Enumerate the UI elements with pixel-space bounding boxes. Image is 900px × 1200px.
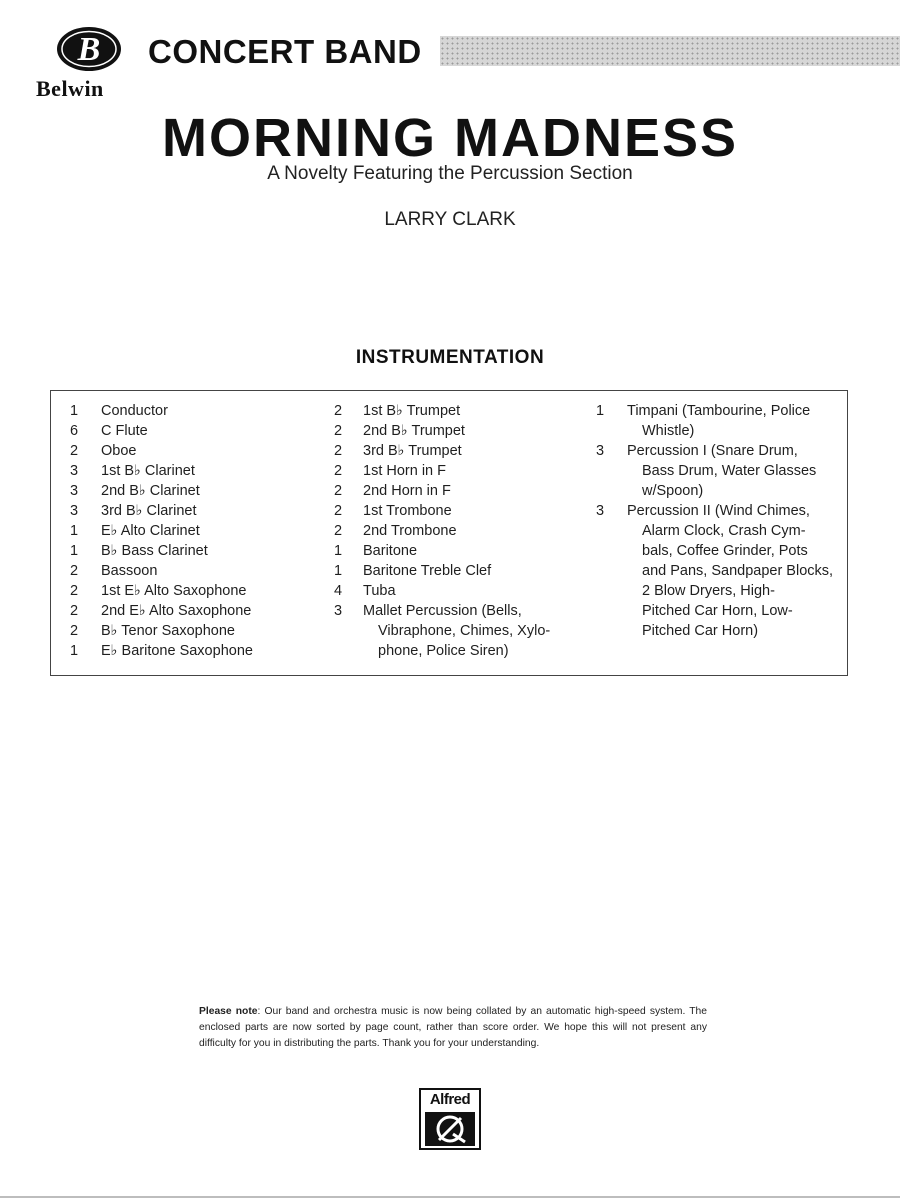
instrument-quantity: 2	[334, 483, 343, 499]
instrument-name	[101, 481, 200, 501]
instrument-item	[70, 501, 253, 521]
instrument-name-line: Alarm Clock, Crash Cym-	[642, 523, 806, 539]
instrument-quantity: 1	[70, 643, 79, 659]
instrument-name-line: E♭ Alto Clarinet	[101, 523, 200, 539]
instrument-name-line: 2nd E♭ Alto Saxophone	[101, 603, 252, 619]
instrument-quantity: 1	[596, 403, 605, 419]
composer: LARRY CLARK	[384, 209, 516, 230]
instrument-name-line: 2nd Trombone	[363, 523, 457, 539]
instrument-item	[70, 561, 253, 581]
instrument-name-line: bals, Coffee Grinder, Pots	[642, 543, 808, 559]
instrument-name-line: 2 Blow Dryers, High-	[642, 583, 775, 599]
instrument-quantity: 2	[334, 403, 343, 419]
svg-text:B: B	[77, 31, 101, 68]
instrument-name-line: 1st Trombone	[363, 503, 452, 519]
alfred-mark-icon	[425, 1112, 475, 1146]
instrument-name-line: 2nd B♭ Clarinet	[101, 483, 200, 499]
instrument-name-line: B♭ Bass Clarinet	[101, 543, 208, 559]
instrument-name-line: Baritone Treble Clef	[363, 563, 492, 579]
instrument-name	[101, 561, 157, 581]
instrument-item	[70, 421, 253, 441]
instrument-item	[70, 401, 253, 421]
belwin-logo-icon	[56, 25, 122, 73]
instrument-quantity: 3	[334, 603, 343, 619]
instrument-item	[334, 541, 550, 561]
instrument-quantity: 2	[334, 423, 343, 439]
instrument-name-line: 2nd B♭ Trumpet	[363, 423, 465, 439]
alfred-logo	[419, 1088, 481, 1150]
instrument-name-line: C Flute	[101, 423, 148, 439]
instrument-name-line: 1st Horn in F	[363, 463, 446, 479]
instrumentation-column-2	[334, 401, 550, 661]
instrument-name-line: Mallet Percussion (Bells,	[363, 603, 522, 619]
instrument-item	[334, 521, 550, 541]
instrument-item	[596, 441, 833, 501]
instrument-item	[70, 441, 253, 461]
instrument-quantity: 1	[70, 403, 79, 419]
instrument-name	[101, 581, 247, 601]
instrument-name	[363, 501, 452, 521]
instrument-quantity: 2	[334, 443, 343, 459]
instrument-name	[363, 541, 417, 561]
instrument-item	[70, 461, 253, 481]
instrumentation-heading: INSTRUMENTATION	[355, 347, 545, 368]
instrument-name-line: B♭ Tenor Saxophone	[101, 623, 235, 639]
instrument-name	[101, 401, 168, 421]
instrument-name	[363, 421, 465, 441]
instrument-name-line: Percussion I (Snare Drum,	[627, 443, 798, 459]
instrument-name	[363, 461, 446, 481]
instrument-quantity: 3	[70, 503, 79, 519]
instrument-name	[101, 421, 148, 441]
instrument-name-line: Vibraphone, Chimes, Xylo-	[378, 623, 551, 639]
instrument-quantity: 2	[334, 523, 343, 539]
instrument-name	[101, 441, 136, 461]
instrument-name-line: Bass Drum, Water Glasses	[642, 463, 817, 479]
instrument-name-line: w/Spoon)	[642, 483, 704, 499]
instrument-name-line: Pitched Car Horn)	[642, 623, 759, 639]
instrument-name	[101, 621, 235, 641]
note-label: Please note	[199, 1006, 258, 1017]
instrument-name	[363, 581, 396, 601]
instrument-name	[363, 481, 451, 501]
instrument-name	[363, 521, 457, 541]
instrument-item	[70, 521, 253, 541]
belwin-wordmark: Belwin	[36, 76, 104, 101]
instrument-quantity: 1	[334, 543, 343, 559]
instrument-name	[363, 561, 491, 581]
instrument-item	[334, 581, 550, 601]
instrument-item	[334, 441, 550, 461]
instrument-name-line: 1st B♭ Trumpet	[363, 403, 461, 419]
instrument-quantity: 2	[70, 603, 79, 619]
page-title: MORNING MADNESS	[161, 108, 738, 168]
instrument-quantity: 2	[70, 623, 79, 639]
instrument-name	[101, 641, 253, 661]
instrument-item	[70, 481, 253, 501]
instrument-quantity: 6	[70, 423, 79, 439]
instrument-item	[334, 601, 550, 661]
collation-note	[199, 1004, 707, 1052]
alfred-wordmark: Alfred	[421, 1090, 479, 1110]
instrument-item	[70, 621, 253, 641]
instrument-name-line: 1st E♭ Alto Saxophone	[101, 583, 247, 599]
instrument-quantity: 2	[334, 503, 343, 519]
instrument-quantity: 1	[70, 543, 79, 559]
instrument-quantity: 2	[70, 583, 79, 599]
instrument-item	[596, 501, 833, 641]
header-dotted-bar	[440, 36, 900, 66]
instrument-name	[101, 521, 200, 541]
instrument-name	[627, 441, 816, 501]
instrument-name-line: Bassoon	[101, 563, 158, 579]
instrumentation-column-3	[596, 401, 833, 641]
instrument-name	[101, 461, 195, 481]
instrument-item	[334, 461, 550, 481]
instrument-name-line: 3rd B♭ Trumpet	[363, 443, 462, 459]
instrument-name	[101, 601, 251, 621]
instrument-name	[363, 401, 460, 421]
instrument-name-line: E♭ Baritone Saxophone	[101, 643, 253, 659]
instrument-item	[334, 421, 550, 441]
instrument-name-line: 3rd B♭ Clarinet	[101, 503, 197, 519]
instrument-name-line: Baritone	[363, 543, 418, 559]
instrument-quantity: 1	[334, 563, 343, 579]
series-title: CONCERT BAND	[148, 33, 422, 70]
instrument-name-line: Tuba	[363, 583, 396, 599]
instrument-quantity: 2	[334, 463, 343, 479]
instrument-name-line: 2nd Horn in F	[363, 483, 451, 499]
instrument-item	[70, 541, 253, 561]
instrument-name-line: Timpani (Tambourine, Police	[627, 403, 811, 419]
instrument-item	[334, 561, 550, 581]
instrument-item	[70, 581, 253, 601]
instrument-item	[70, 601, 253, 621]
instrument-quantity: 4	[334, 583, 343, 599]
instrument-name-line: Pitched Car Horn, Low-	[642, 603, 793, 619]
instrument-name	[627, 401, 810, 441]
instrument-name	[627, 501, 833, 641]
instrument-item	[334, 501, 550, 521]
subtitle: A Novelty Featuring the Percussion Section	[267, 163, 633, 184]
instrument-name-line: 1st B♭ Clarinet	[101, 463, 195, 479]
instrument-name-line: Oboe	[101, 443, 137, 459]
instrument-item	[334, 401, 550, 421]
instrument-name	[101, 501, 197, 521]
instrument-quantity: 3	[70, 483, 79, 499]
note-text: : Our band and orchestra music is now being collated by an automatic high-speed system. The enclosed parts are now sorted by page count, rather than score order. We hope this will not present any difficulty for you in distributing the parts. Thank you for your understanding.	[199, 1006, 708, 1049]
instrument-item	[70, 641, 253, 661]
instrument-name-line: Conductor	[101, 403, 168, 419]
instrument-item	[596, 401, 833, 441]
instrument-item	[334, 481, 550, 501]
instrument-quantity: 2	[70, 443, 79, 459]
instrument-name	[101, 541, 208, 561]
instrument-name	[363, 601, 550, 661]
instrument-name-line: phone, Police Siren)	[378, 643, 509, 659]
instrumentation-column-1	[70, 401, 253, 661]
instrument-quantity: 1	[70, 523, 79, 539]
instrument-name-line: Whistle)	[642, 423, 695, 439]
instrument-name-line: and Pans, Sandpaper Blocks,	[642, 563, 834, 579]
instrument-quantity: 2	[70, 563, 79, 579]
instrument-quantity: 3	[596, 443, 605, 459]
bottom-rule	[0, 1196, 900, 1198]
instrument-name-line: Percussion II (Wind Chimes,	[627, 503, 810, 519]
instrument-quantity: 3	[70, 463, 79, 479]
instrument-quantity: 3	[596, 503, 605, 519]
instrument-name	[363, 441, 462, 461]
